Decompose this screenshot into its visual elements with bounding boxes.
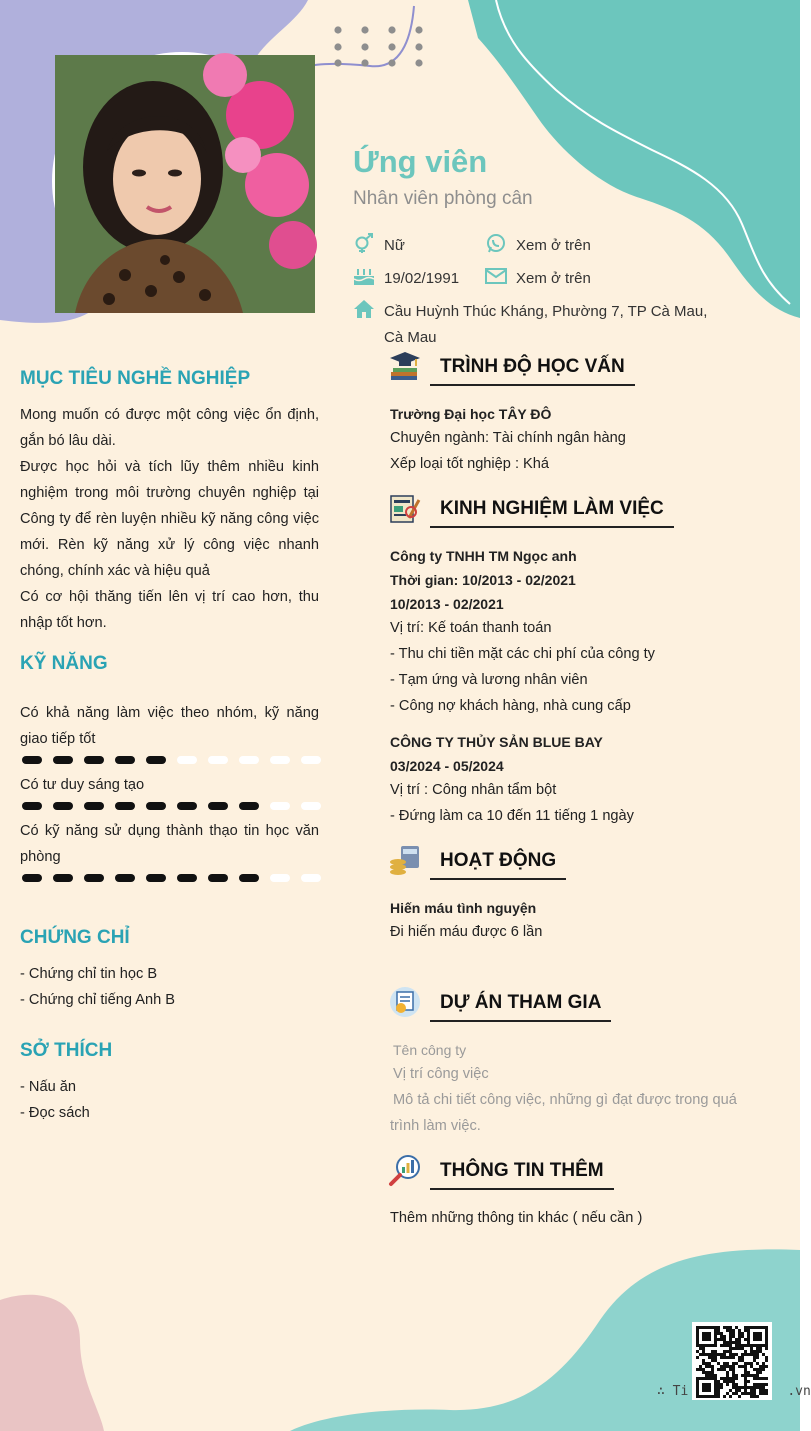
phone-row <box>485 233 591 259</box>
job-1-position: Vị trí: Kế toán thanh toán <box>390 620 552 636</box>
job-title: Nhân viên phòng cân <box>353 188 533 209</box>
email-icon <box>485 266 507 286</box>
more-info-heading: THÔNG TIN THÊM <box>430 1160 614 1190</box>
address-line-2: Cà Mau <box>384 329 437 346</box>
skill-dash-filled <box>146 756 166 764</box>
skill-dash-filled <box>84 874 104 882</box>
home-icon <box>353 299 375 319</box>
skill-dash-filled <box>239 874 259 882</box>
skill-dash-empty <box>239 756 259 764</box>
hobby-item: - Đọc sách <box>20 1105 90 1121</box>
skill-dash-filled <box>84 802 104 810</box>
birthday-value: 19/02/1991 <box>384 270 460 287</box>
skill-dash-empty <box>270 756 290 764</box>
candidate-name: Ứng viên <box>353 144 488 179</box>
skill-dash-filled <box>208 802 228 810</box>
skill-dash-empty <box>270 802 290 810</box>
career-goal-paragraph-2: Được học hỏi và tích lũy thêm nhiều kinh nghiệm trong môi trường chuyên nghiệp tại Công ty để rèn luyện nhiều kỹ năng công việc mới. Rèn kỹ năng xử lý công việc nhanh chóng, chính xác và hiệu quả <box>20 459 319 579</box>
email-row <box>485 266 591 292</box>
gender-icon <box>353 233 375 253</box>
skill-dash-filled <box>208 874 228 882</box>
job-2-period: 03/2024 - 05/2024 <box>390 758 504 774</box>
school-name: Trường Đại học TÂY ĐÔ <box>390 406 552 422</box>
hobbies-heading: SỞ THÍCH <box>20 1040 113 1061</box>
skill-dash-filled <box>115 756 135 764</box>
skill-level-bar-3 <box>20 870 320 880</box>
hobby-item: - Nấu ăn <box>20 1079 76 1095</box>
work-experience-icon <box>389 492 421 524</box>
skill-dash-empty <box>301 802 321 810</box>
skill-dash-filled <box>53 802 73 810</box>
skill-dash-empty <box>208 756 228 764</box>
activities-icon <box>389 844 421 876</box>
chart-magnifier-icon <box>389 1154 421 1186</box>
job-2-detail: - Đứng làm ca 10 đến 11 tiếng 1 ngày <box>390 808 634 824</box>
job-2-company: CÔNG TY THỦY SẢN BLUE BAY <box>390 734 603 750</box>
skill-dash-empty <box>301 756 321 764</box>
skill-level-bar-2 <box>20 798 320 808</box>
skill-dash-filled <box>177 874 197 882</box>
job-1-detail: - Thu chi tiền mặt các chi phí của công ty <box>390 646 655 662</box>
activities-heading: HOẠT ĐỘNG <box>430 850 566 880</box>
education-heading: TRÌNH ĐỘ HỌC VẤN <box>430 356 635 386</box>
skill-level-dashes <box>20 801 320 811</box>
activity-name: Hiến máu tình nguyện <box>390 900 537 916</box>
email-value: Xem ở trên <box>516 270 591 287</box>
birthday-row <box>353 266 459 292</box>
gender-row <box>353 233 405 259</box>
skill-dash-empty <box>177 756 197 764</box>
certificate-item: - Chứng chỉ tin học B <box>20 966 158 982</box>
birthday-cake-icon <box>353 266 375 286</box>
skill-label-2: Có tư duy sáng tạo <box>20 777 145 793</box>
watermark-right: .vn <box>787 1384 811 1399</box>
job-1-company: Công ty TNHH TM Ngọc anh <box>390 548 577 564</box>
skill-dash-filled <box>84 756 104 764</box>
more-info-text: Thêm những thông tin khác ( nếu cần ) <box>390 1210 643 1226</box>
job-2-position: Vị trí : Công nhân tẩm bột <box>390 782 557 798</box>
address-row <box>353 299 707 351</box>
experience-heading: KINH NGHIỆM LÀM VIỆC <box>430 498 674 528</box>
skill-dash-filled <box>22 756 42 764</box>
skill-label-1: Có khả năng làm việc theo nhóm, kỹ năng giao tiếp tốt <box>20 705 319 747</box>
skill-dash-filled <box>115 802 135 810</box>
skill-dash-filled <box>53 756 73 764</box>
project-position: Vị trí công việc <box>393 1066 489 1082</box>
whatsapp-icon <box>485 233 507 253</box>
job-1-period: 10/2013 - 02/2021 <box>390 596 504 612</box>
certificate-item: - Chứng chỉ tiếng Anh B <box>20 992 175 1008</box>
skill-dash-filled <box>177 802 197 810</box>
profile-photo <box>52 52 312 310</box>
skill-dash-filled <box>22 874 42 882</box>
activity-detail: Đi hiến máu được 6 lần <box>390 924 543 940</box>
skill-dash-filled <box>22 802 42 810</box>
skill-dash-filled <box>146 874 166 882</box>
address-line-1: Cầu Huỳnh Thúc Kháng, Phường 7, TP Cà Mau, <box>384 303 708 320</box>
gender-value: Nữ <box>384 237 405 254</box>
job-1-detail: - Tạm ứng và lương nhân viên <box>390 672 588 688</box>
project-company: Tên công ty <box>393 1042 467 1058</box>
career-goal-heading: MỤC TIÊU NGHỀ NGHIỆP <box>20 368 251 389</box>
skill-dash-empty <box>270 874 290 882</box>
job-1-detail: - Công nợ khách hàng, nhà cung cấp <box>390 698 631 714</box>
project-description: Mô tả chi tiết công việc, những gì đạt được trong quá <box>393 1092 737 1108</box>
education-grade: Xếp loại tốt nghiệp : Khá <box>390 456 550 472</box>
skills-heading: KỸ NĂNG <box>20 653 108 674</box>
skill-dash-empty <box>301 874 321 882</box>
job-1-time: Thời gian: 10/2013 - 02/2021 <box>390 572 576 588</box>
watermark-left: ∴ Ti <box>657 1384 689 1399</box>
education-major: Chuyên ngành: Tài chính ngân hàng <box>390 430 626 446</box>
skill-dash-filled <box>53 874 73 882</box>
phone-value: Xem ở trên <box>516 237 591 254</box>
skill-level-dashes <box>20 755 320 765</box>
qr-code <box>692 1322 772 1400</box>
career-goal-paragraph-1: Mong muốn có được một công việc ổn định, gắn bó lâu dài. <box>20 407 319 449</box>
graduation-cap-icon <box>389 350 421 382</box>
career-goal-paragraph-3: Có cơ hội thăng tiến lên vị trí cao hơn, thu nhập tốt hơn. <box>20 589 319 631</box>
certificates-heading: CHỨNG CHỈ <box>20 927 130 948</box>
skill-dash-filled <box>115 874 135 882</box>
skill-dash-filled <box>239 802 259 810</box>
skill-level-bar-1 <box>20 752 320 762</box>
project-description: trình làm việc. <box>390 1118 481 1134</box>
skill-label-3: Có kỹ năng sử dụng thành thạo tin học văn phòng <box>20 823 319 865</box>
skill-dash-filled <box>146 802 166 810</box>
projects-heading: DỰ ÁN THAM GIA <box>430 992 611 1022</box>
projects-icon <box>389 986 421 1018</box>
skill-level-dashes <box>20 873 320 883</box>
